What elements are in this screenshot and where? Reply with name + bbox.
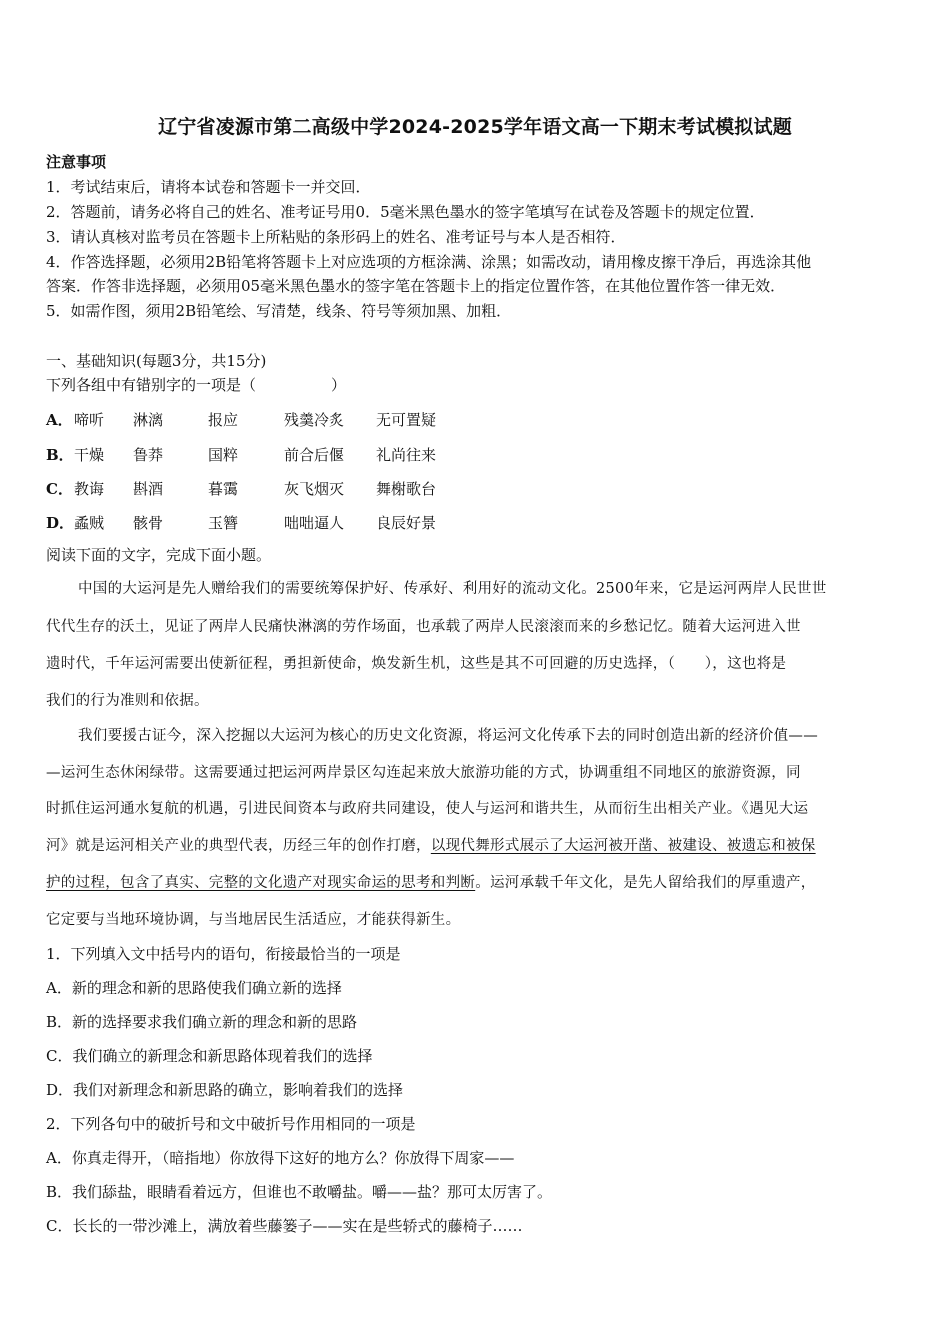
option-word: 咄咄逼人	[284, 514, 345, 532]
question-1-option: D．我们对新理念和新思路的确立，影响着我们的选择	[46, 1081, 404, 1099]
option-word: 前合后偃	[284, 446, 345, 464]
question-stem: 下列各组中有错别字的一项是（ ）	[46, 376, 347, 394]
option-word: 报应	[208, 411, 239, 429]
question-1-option: B．新的选择要求我们确立新的理念和新的思路	[46, 1013, 358, 1031]
question-1-option: C．我们确立的新理念和新思路体现着我们的选择	[46, 1047, 373, 1065]
option-word: 舞榭歌台	[376, 480, 437, 498]
passage-line: 代代生存的沃土，见证了两岸人民痛快淋漓的劳作场面，也承载了两岸人民滚滚而来的乡愁记忆。随着大运河进入世	[46, 619, 801, 635]
option-word: 骸骨	[133, 514, 164, 532]
notice-line: 3．请认真核对监考员在答题卡上所粘贴的条形码上的姓名、准考证号与本人是否相符．	[46, 228, 626, 246]
passage-line	[46, 836, 904, 856]
section-heading: 一、基础知识(每题3分，共15分)	[46, 352, 267, 370]
question-2-option: B．我们舔盐，眼睛看着远方，但谁也不敢嚼盐。嚼——盐？那可太厉害了。	[46, 1183, 553, 1201]
notice-line: 答案．作答非选择题，必须用05毫米黑色墨水的签字笔在答题卡上的指定位置作答，在其他位置作答一律无效．	[46, 277, 786, 295]
passage-text: 。运河承载千年文化，是先人留给我们的厚重遗产，	[475, 875, 816, 891]
passage-line: 中国的大运河是先人赠给我们的需要统筹保护好、传承好、利用好的流动文化。2500年来，它是运河两岸人民世世	[78, 581, 827, 597]
question-2-option: A．你真走得开，（暗指地）你放得下这好的地方么？你放得下周家——	[46, 1149, 515, 1167]
option-word: 干燥	[74, 446, 105, 464]
option-label: C．	[46, 480, 73, 498]
reading-intro: 阅读下面的文字，完成下面小题。	[46, 546, 272, 564]
option-word: 玉簪	[208, 514, 239, 532]
option-word: 啼听	[74, 411, 105, 429]
option-label: B．	[46, 446, 74, 464]
passage-text: 河》就是运河相关产业的典型代表，历经三年的创作打磨，	[46, 838, 431, 854]
notice-line: 5．如需作图，须用2B铅笔绘、写清楚，线条、符号等须加黑、加粗．	[46, 302, 512, 320]
passage-line: —运河生态休闲绿带。这需要通过把运河两岸景区勾连起来放大旅游功能的方式，协调重组不同地区的旅游资源，同	[46, 765, 801, 781]
option-word: 鲁莽	[133, 446, 164, 464]
passage-line: 遗时代，千年运河需要出使新征程，勇担新使命，焕发新生机，这些是其不可回避的历史选择，（ ），这也将是	[46, 656, 787, 672]
notice-line: 4．作答选择题，必须用2B铅笔将答题卡上对应选项的方框涂满、涂黑；如需改动，请用橡皮擦干净后，再选涂其他	[46, 253, 812, 271]
question-1-option: A．新的理念和新的思路使我们确立新的选择	[46, 979, 342, 997]
question-1-stem: 1．下列填入文中括号内的语句，衔接最恰当的一项是	[46, 945, 401, 963]
option-word: 蟊贼	[74, 514, 105, 532]
option-word: 灰飞烟灭	[284, 480, 345, 498]
page-title: 辽宁省凌源市第二高级中学2024-2025学年语文高一下期末考试模拟试题	[158, 116, 792, 138]
option-word: 礼尚往来	[376, 446, 437, 464]
option-word: 教诲	[74, 480, 105, 498]
passage-line	[46, 873, 904, 893]
passage-line: 我们要援古证今，深入挖掘以大运河为核心的历史文化资源，将运河文化传承下去的同时创造出新的经济价值——	[78, 728, 818, 744]
notice-line: 1．考试结束后，请将本试卷和答题卡一并交回．	[46, 178, 371, 196]
passage-line: 它定要与当地环境协调，与当地居民生活适应，才能获得新生。	[46, 912, 461, 928]
question-2-stem: 2．下列各句中的破折号和文中破折号作用相同的一项是	[46, 1115, 416, 1133]
option-word: 淋漓	[133, 411, 164, 429]
question-2-option: C．长长的一带沙滩上，满放着些藤篓子——实在是些轿式的藤椅子……	[46, 1217, 523, 1235]
option-word: 良辰好景	[376, 514, 437, 532]
underlined-sentence: 护的过程，包含了真实、完整的文化遗产对现实命运的思考和判断	[46, 875, 476, 891]
underlined-sentence: 以现代舞形式展示了大运河被开凿、被建设、被遗忘和被保	[430, 838, 816, 854]
option-label: D．	[46, 514, 75, 532]
option-label: A．	[46, 411, 73, 429]
option-word: 残羹冷炙	[284, 411, 345, 429]
notice-heading: 注意事项	[46, 153, 107, 171]
notice-line: 2．答题前，请务必将自己的姓名、准考证号用0．5毫米黑色墨水的签字笔填写在试卷及答题卡的规定位置．	[46, 203, 765, 221]
passage-line: 我们的行为准则和依据。	[46, 693, 209, 709]
passage-line: 时抓住运河通水复航的机遇，引进民间资本与政府共同建设，使人与运河和谐共生，从而衍生出相关产业。《遇见大运	[46, 801, 809, 817]
option-word: 暮霭	[208, 480, 239, 498]
option-word: 斟酒	[133, 480, 164, 498]
option-word: 国粹	[208, 446, 239, 464]
option-word: 无可置疑	[376, 411, 437, 429]
